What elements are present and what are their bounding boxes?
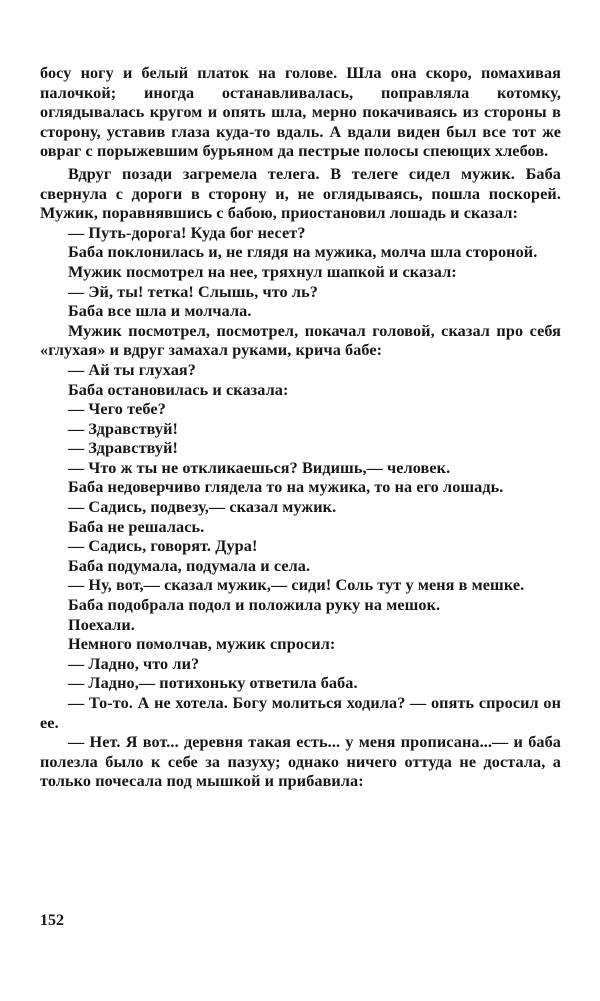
paragraph: — Ладно,— потихоньку ответила баба. — [68, 674, 358, 693]
paragraph: — Что ж ты не откликаешься? Видишь,— человек. — [68, 458, 451, 477]
paragraph: — То-то. А не хотела. Богу молиться ходила? — опять спросил он ее. — [40, 694, 561, 732]
paragraph: — Здравствуй! — [68, 419, 179, 438]
paragraph: Баба остановилась и сказала: — [68, 380, 289, 399]
paragraph: Баба не решалась. — [68, 517, 205, 536]
paragraph: Поехали. — [68, 615, 135, 634]
paragraph: Баба все шла и молчала. — [68, 302, 252, 321]
paragraph: — Эй, ты! тетка! Слышь, что ль? — [68, 282, 318, 301]
paragraph: — Садись, подвезу,— сказал мужик. — [68, 498, 337, 517]
page-number: 152 — [40, 912, 64, 929]
paragraph: Мужик посмотрел, посмотрел, покачал головой, сказал про себя «глухая» и вдруг замахал руками, крича бабе: — [40, 321, 561, 360]
paragraph: Баба подобрала подол и положила руку на мешок. — [68, 596, 441, 615]
paragraph: — Чего тебе? — [68, 400, 166, 419]
paragraph: — Ай ты глухая? — [68, 360, 196, 379]
paragraph: Баба подумала, подумала и села. — [68, 556, 311, 575]
paragraph: — Путь-дорога! Куда бог несет? — [68, 223, 306, 242]
paragraph: — Ладно, что ли? — [68, 654, 200, 673]
paragraph: босу ногу и белый платок на голове. Шла она скоро, помахивая палочкой; иногда останавливалась, поправляла котомку, оглядывалась кругом и опять шла, мерно покачиваясь из стороны в сторону, уставив глаза куда-то вдаль. А вдали виден был все тот же овраг с порыжевшим бурьяном да пестрые полосы спеющих хлебов. — [40, 64, 561, 161]
paragraph: Немного помолчав, мужик спросил: — [68, 635, 336, 654]
paragraph: — Здравствуй! — [68, 439, 179, 458]
paragraph: Мужик посмотрел на нее, тряхнул шапкой и сказал: — [68, 262, 457, 281]
body-text — [40, 64, 561, 792]
paragraph: — Садись, говорят. Дура! — [68, 537, 258, 556]
paragraph: Баба поклонилась и, не глядя на мужика, молча шла стороной. — [68, 243, 538, 262]
paragraph: Баба недоверчиво глядела то на мужика, то на его лошадь. — [68, 478, 504, 497]
paragraph: Вдруг позади загремела телега. В телеге сидел мужик. Баба свернула с дороги в сторону и, не оглядываясь, пошла поскорей. Мужик, поравнявшись с бабою, приостановил лошадь и сказал: — [40, 164, 561, 223]
paragraph: — Нет. Я вот... деревня такая есть... у меня прописана...— и баба полезла было к себе за пазуху; однако ничего оттуда не достала, а только почесала под мышкой и прибавила: — [40, 733, 561, 791]
paragraph: — Ну, вот,— сказал мужик,— сиди! Соль тут у меня в мешке. — [68, 576, 525, 595]
